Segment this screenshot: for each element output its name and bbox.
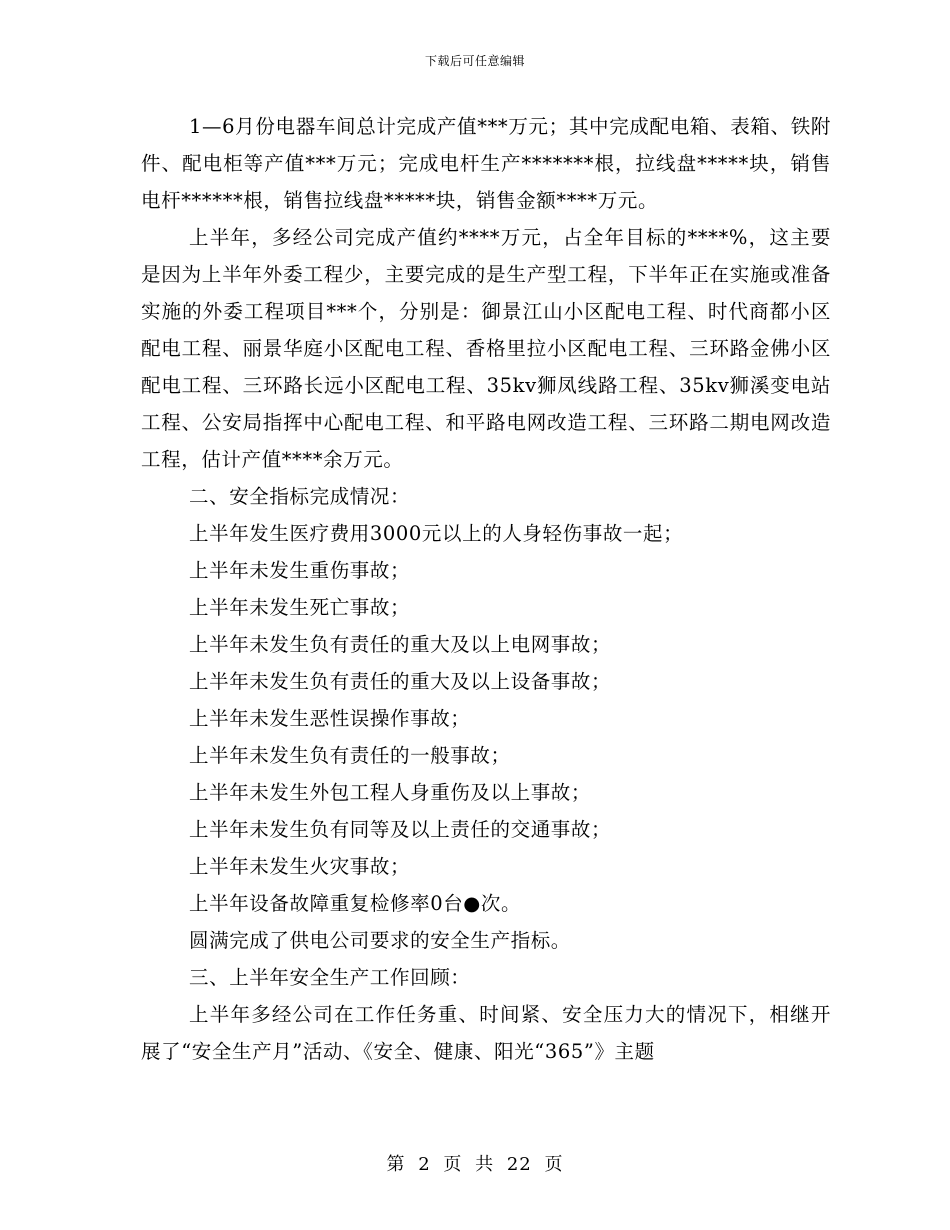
page-number: 第 2 页 共 22 页 (386, 1154, 564, 1175)
paragraph-indicators-completed: 圆满完成了供电公司要求的安全生产指标。 (189, 929, 571, 952)
section-heading-safety-indicators: 二、安全指标完成情况： (189, 485, 411, 508)
list-item: 上半年未发生火灾事故； (189, 855, 411, 878)
list-item: 上半年未发生死亡事故； (189, 596, 411, 619)
list-item: 上半年未发生负有责任的一般事故； (189, 744, 511, 767)
paragraph-electrical-output: 1—6月份电器车间总计完成产值***万元；其中完成配电箱、表箱、铁附件、配电柜等产值***万元；完成电杆生产*******根，拉线盘*****块，销售电杆******根，销售拉线盘*****块，销售金额****万元。 (141, 115, 831, 212)
paragraph-work-review: 上半年多经公司在工作任务重、时间紧、安全压力大的情况下，相继开展了“安全生产月”活动、《安全、健康、阳光“365”》主题 (141, 1003, 831, 1063)
paragraph-half-year-output: 上半年，多经公司完成产值约****万元，占全年目标的****%，这主要是因为上半年外委工程少，主要完成的是生产型工程，下半年正在实施或准备实施的外委工程项目***个，分别是：御景江山小区配电工程、时代商都小区配电工程、丽景华庭小区配电工程、香格里拉小区配电工程、三环路金佛小区配电工程、三环路长远小区配电工程、35kv狮凤线路工程、35kv狮溪变电站工程、公安局指挥中心配电工程、和平路电网改造工程、三环路二期电网改造工程，估计产值****余万元。 (141, 226, 831, 471)
list-item: 上半年未发生恶性误操作事故； (189, 707, 471, 730)
list-item: 上半年未发生负有责任的重大及以上设备事故； (189, 670, 612, 693)
list-item: 上半年未发生负有责任的重大及以上电网事故； (189, 633, 612, 656)
document-body (141, 108, 831, 1070)
list-item: 上半年未发生重伤事故； (189, 559, 411, 582)
list-item: 上半年设备故障重复检修率0台●次。 (189, 892, 522, 915)
list-item: 上半年未发生外包工程人身重伤及以上事故； (189, 781, 592, 804)
section-heading-work-review: 三、上半年安全生产工作回顾： (189, 966, 471, 989)
list-item: 上半年发生医疗费用3000元以上的人身轻伤事故一起； (189, 522, 684, 545)
list-item: 上半年未发生负有同等及以上责任的交通事故； (189, 818, 612, 841)
page-header-note: 下载后可任意编辑 (424, 54, 525, 68)
